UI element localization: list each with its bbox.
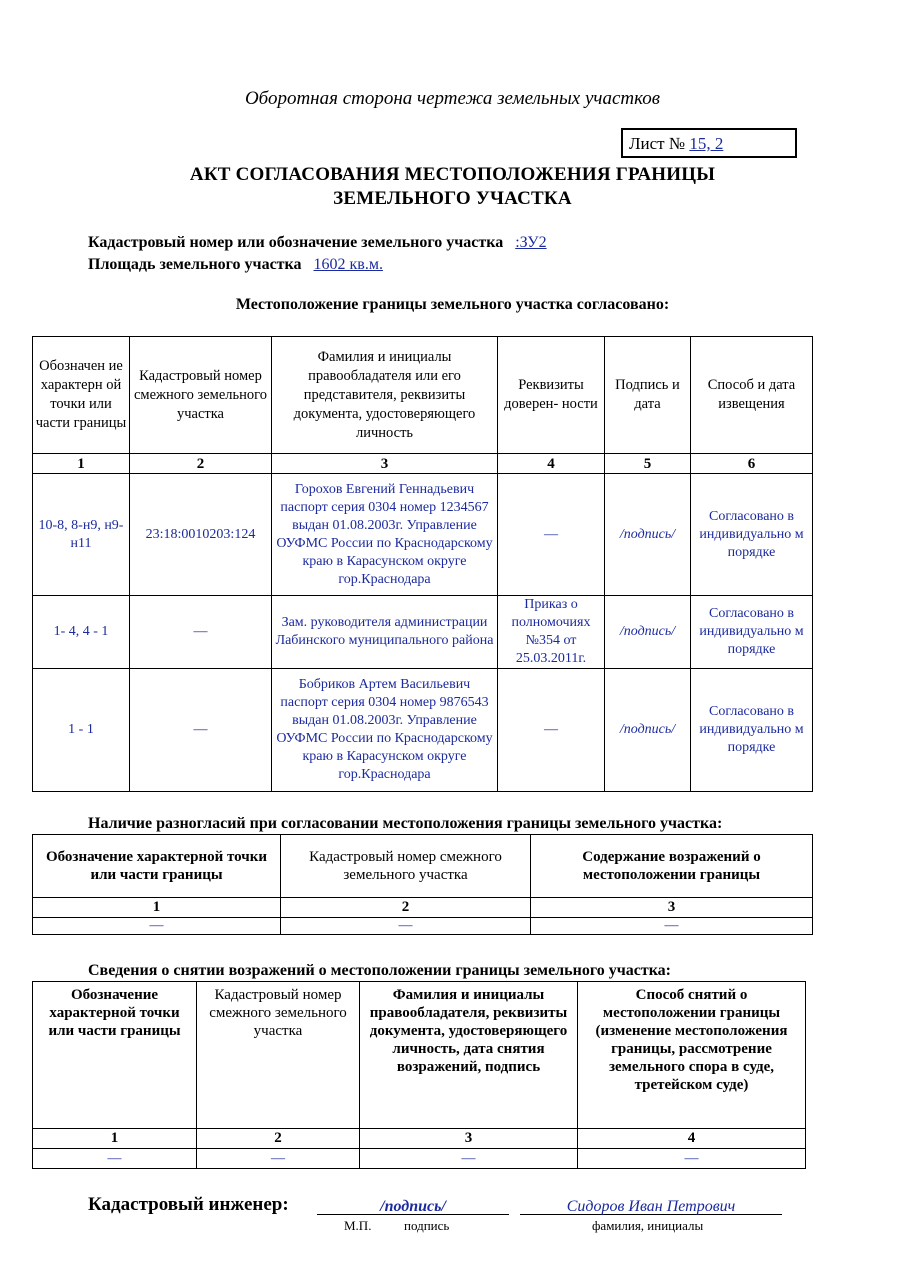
disagreements-table <box>32 834 813 935</box>
agreement-table <box>32 336 813 792</box>
cell-point: — <box>33 918 281 935</box>
table-row <box>33 474 813 596</box>
cell-signature: /подпись/ <box>605 596 691 669</box>
objections-table <box>32 981 806 1169</box>
area-label: Площадь земельного участка <box>88 256 302 273</box>
objections-number-row <box>33 1129 806 1149</box>
col-number: 1 <box>33 454 130 474</box>
cell-method: Согласовано в индивидуально м порядке <box>691 474 813 596</box>
header-cadastral: Кадастровый номер смежного земельного участка <box>281 835 531 898</box>
agreement-header-row <box>33 337 813 454</box>
cell-method: Согласовано в индивидуально м порядке <box>691 596 813 669</box>
col-number: 3 <box>272 454 498 474</box>
sheet-number: 15, 2 <box>689 134 724 153</box>
header-objection-content: Содержание возражений о местоположении границы <box>531 835 813 898</box>
cell-cadastral: 23:18:0010203:124 <box>130 474 272 596</box>
cadastral-label: Кадастровый номер или обозначение земельного участка <box>88 234 504 251</box>
table-row <box>33 918 813 935</box>
stamp-label: М.П. <box>344 1218 372 1233</box>
signature-caption: подпись <box>404 1218 450 1233</box>
cell-point: 1 - 1 <box>33 669 130 792</box>
header-point: Обозначение характерной точки или части границы <box>33 835 281 898</box>
header-point: Обозначение характерной точки или части границы <box>33 982 197 1129</box>
col-number: 1 <box>33 898 281 918</box>
table-row <box>33 669 813 792</box>
cell-proxy: — <box>498 669 605 792</box>
sheet-number-box <box>621 128 797 158</box>
cell-owner: Горохов Евгений Геннадьевич паспорт серия 0304 номер 1234567 выдан 01.08.2003г. Управление ОУФМС России по Краснодарскому краю в Карасунском округе гор.Краснодара <box>272 474 498 596</box>
table-row <box>33 1149 806 1169</box>
cell-owner: — <box>360 1149 578 1169</box>
title-line-2: ЗЕМЕЛЬНОГО УЧАСТКА <box>333 188 572 209</box>
disagreements-caption: Наличие разногласий при согласовании местоположения границы земельного участка: <box>88 815 723 832</box>
col-number: 6 <box>691 454 813 474</box>
table-row <box>33 596 813 669</box>
cell-point: — <box>33 1149 197 1169</box>
engineer-label: Кадастровый инженер: <box>88 1194 289 1215</box>
col-number: 2 <box>197 1129 360 1149</box>
engineer-name: Сидоров Иван Петрович <box>520 1198 782 1215</box>
document-title <box>0 163 905 211</box>
col-number: 2 <box>281 898 531 918</box>
cell-objection: — <box>531 918 813 935</box>
header-point: Обозначен ие характерн ой точки или части границы <box>33 337 130 454</box>
cell-cadastral: — <box>281 918 531 935</box>
col-number: 4 <box>578 1129 806 1149</box>
header-removal-method: Способ снятий о местоположении границы (изменение местоположения границы, рассмотрение земельного спора в суде, третейском суде) <box>578 982 806 1129</box>
col-number: 5 <box>605 454 691 474</box>
cell-signature: /подпись/ <box>605 669 691 792</box>
page-subtitle: Оборотная сторона чертежа земельных участков <box>244 88 661 109</box>
cell-owner: Зам. руководителя администрации Лабинского муниципального района <box>272 596 498 669</box>
sheet-label: Лист № <box>629 134 686 153</box>
col-number: 1 <box>33 1129 197 1149</box>
engineer-signature: /подпись/ <box>317 1198 509 1215</box>
objections-header-row <box>33 982 806 1129</box>
header-cadastral: Кадастровый номер смежного земельного участка <box>130 337 272 454</box>
col-number: 4 <box>498 454 605 474</box>
col-number: 2 <box>130 454 272 474</box>
header-method: Способ и дата извещения <box>691 337 813 454</box>
cell-removal-method: — <box>578 1149 806 1169</box>
cell-cadastral: — <box>130 669 272 792</box>
cadastral-info <box>88 234 547 252</box>
cell-proxy: Приказ о полномочиях №354 от 25.03.2011г. <box>498 596 605 669</box>
area-info <box>88 256 383 274</box>
cell-cadastral: — <box>197 1149 360 1169</box>
header-owner: Фамилия и инициалы правообладателя или его представителя, реквизиты документа, удостоверяющего личность <box>272 337 498 454</box>
cadastral-value: :ЗУ2 <box>515 234 547 251</box>
cell-point: 1- 4, 4 - 1 <box>33 596 130 669</box>
cell-cadastral: — <box>130 596 272 669</box>
col-number: 3 <box>360 1129 578 1149</box>
cell-method: Согласовано в индивидуально м порядке <box>691 669 813 792</box>
objections-caption: Сведения о снятии возражений о местоположении границы земельного участка: <box>88 962 671 979</box>
header-owner: Фамилия и инициалы правообладателя, реквизиты документа, удостоверяющего личность, дата снятия возражений, подпись <box>360 982 578 1129</box>
disagreements-header-row <box>33 835 813 898</box>
area-value: 1602 кв.м. <box>313 256 383 273</box>
title-line-1: АКТ СОГЛАСОВАНИЯ МЕСТОПОЛОЖЕНИЯ ГРАНИЦЫ <box>189 164 716 185</box>
cell-point: 10-8, 8-н9, н9-н11 <box>33 474 130 596</box>
header-signature: Подпись и дата <box>605 337 691 454</box>
cell-proxy: — <box>498 474 605 596</box>
cell-signature: /подпись/ <box>605 474 691 596</box>
agreement-number-row <box>33 454 813 474</box>
agreement-caption: Местоположение границы земельного участка согласовано: <box>235 296 670 313</box>
cell-owner: Бобриков Артем Васильевич паспорт серия 0304 номер 9876543 выдан 01.08.2003г. Управление ОУФМС России по Краснодарскому краю в Карасунском округе гор.Краснодара <box>272 669 498 792</box>
name-caption: фамилия, инициалы <box>592 1218 704 1233</box>
col-number: 3 <box>531 898 813 918</box>
header-proxy: Реквизиты доверен- ности <box>498 337 605 454</box>
disagreements-number-row <box>33 898 813 918</box>
header-cadastral: Кадастровый номер смежного земельного участка <box>197 982 360 1129</box>
